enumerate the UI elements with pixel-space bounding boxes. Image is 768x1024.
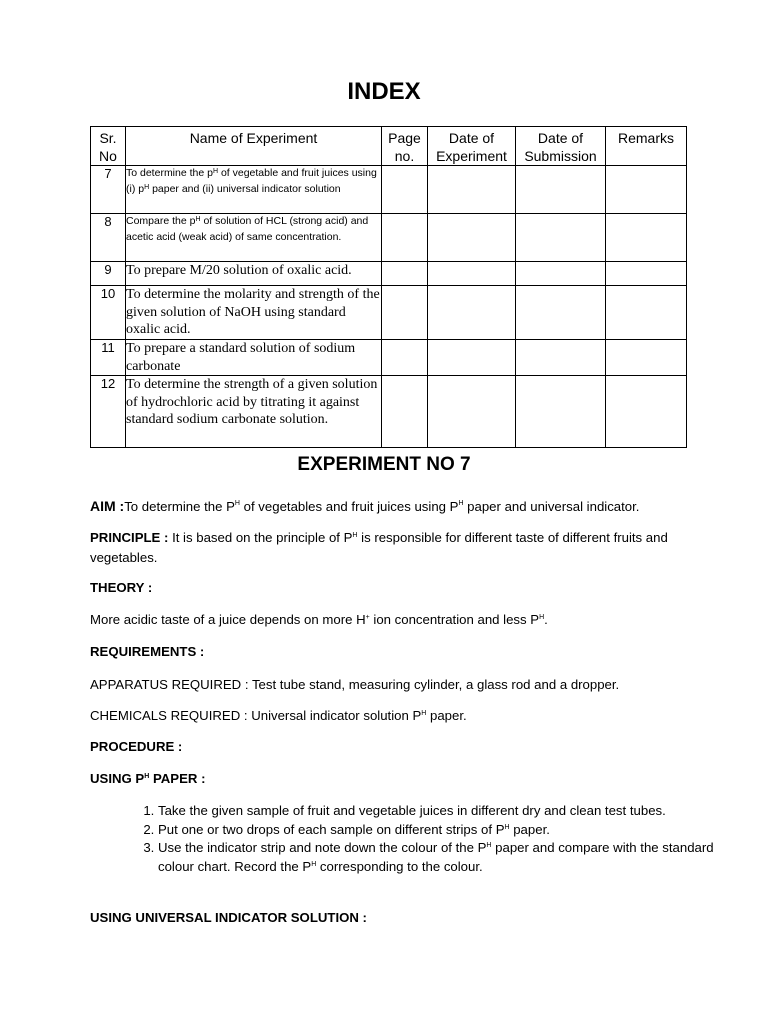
table-row (91, 340, 687, 376)
row-date-submission-cell (516, 340, 606, 376)
table-row (91, 214, 687, 262)
apparatus-text: APPARATUS REQUIRED : Test tube stand, measuring cylinder, a glass rod and a dropper. (90, 677, 620, 692)
row-remarks-cell (606, 166, 687, 214)
table-row (91, 286, 687, 340)
row-sr: 9 (91, 262, 126, 286)
row-page-cell (382, 214, 428, 262)
row-date-experiment-cell (428, 376, 516, 448)
row-name: To determine the $p^H$ of vegetable and fruit juices using (i) $p^H$ paper and (ii) universal indicator solution (126, 166, 382, 214)
list-item: 3. Use the indicator strip and note down the colour of the $P^H$ paper and compare with the standard colour chart. Record the $P^H$ corresponding to the colour. (158, 839, 748, 876)
row-date-submission-cell (516, 262, 606, 286)
principle-label: PRINCIPLE : (90, 530, 169, 545)
row-sr: 7 (91, 166, 126, 214)
table-row (91, 166, 687, 214)
aim-paragraph: AIM :To determine the $P^H$ of vegetables and fruit juices using $P^H$ paper and universal indicator. (90, 498, 640, 514)
header-date-of-experiment: Date of Experiment (428, 127, 516, 166)
row-remarks-cell (606, 340, 687, 376)
row-sr: 11 (91, 340, 126, 376)
procedure-steps-list (90, 802, 748, 876)
row-sr: 10 (91, 286, 126, 340)
index-header-row (91, 127, 687, 166)
row-name: To determine the strength of a given solution of hydrochloric acid by titrating it against standard sodium carbonate solution. (126, 376, 382, 448)
theory-heading: THEORY : (90, 580, 153, 595)
procedure-heading: PROCEDURE : (90, 739, 183, 754)
using-ph-paper-heading: USING $P^H$ PAPER : (90, 771, 206, 786)
experiment-title: EXPERIMENT NO 7 (297, 454, 471, 475)
header-page-no: Page no. (382, 127, 428, 166)
header-date-of-submission: Date of Submission (516, 127, 606, 166)
chemicals-text: CHEMICALS REQUIRED : Universal indicator solution $P^H$ paper. (90, 708, 467, 723)
row-name: To prepare M/20 solution of oxalic acid. (126, 262, 382, 286)
header-remarks: Remarks (606, 127, 687, 166)
row-page-cell (382, 166, 428, 214)
row-page-cell (382, 376, 428, 448)
row-page-cell (382, 262, 428, 286)
row-date-submission-cell (516, 376, 606, 448)
row-sr: 8 (91, 214, 126, 262)
row-date-submission-cell (516, 214, 606, 262)
row-page-cell (382, 286, 428, 340)
table-row (91, 376, 687, 448)
list-item: 2. Put one or two drops of each sample on different strips of $P^H$ paper. (158, 821, 748, 840)
row-name: To prepare a standard solution of sodium carbonate (126, 340, 382, 376)
table-row (91, 262, 687, 286)
row-remarks-cell (606, 286, 687, 340)
list-item: 1. Take the given sample of fruit and vegetable juices in different dry and clean test tubes. (158, 802, 748, 821)
row-name: Compare the $p^H$ of solution of HCL (strong acid) and acetic acid (weak acid) of same concentration. (126, 214, 382, 262)
theory-text: More acidic taste of a juice depends on more H+ ion concentration and less $P^H$. (90, 612, 548, 627)
header-name: Name of Experiment (126, 127, 382, 166)
row-remarks-cell (606, 376, 687, 448)
aim-label: AIM : (90, 498, 125, 514)
row-date-experiment-cell (428, 286, 516, 340)
row-sr: 12 (91, 376, 126, 448)
row-remarks-cell (606, 262, 687, 286)
row-remarks-cell (606, 214, 687, 262)
header-sr-no: Sr. No (91, 127, 126, 166)
requirements-heading: REQUIREMENTS : (90, 644, 205, 659)
row-date-experiment-cell (428, 262, 516, 286)
index-table (90, 126, 687, 448)
row-name: To determine the molarity and strength of the given solution of NaOH using standard oxalic acid. (126, 286, 382, 340)
row-date-submission-cell (516, 286, 606, 340)
row-page-cell (382, 340, 428, 376)
principle-paragraph: PRINCIPLE : It is based on the principle of $P^H$ is responsible for different taste of different fruits and vegetables. (90, 530, 668, 565)
index-title: INDEX (347, 78, 421, 105)
using-universal-indicator-heading: USING UNIVERSAL INDICATOR SOLUTION : (90, 910, 367, 925)
row-date-experiment-cell (428, 166, 516, 214)
row-date-submission-cell (516, 166, 606, 214)
row-date-experiment-cell (428, 214, 516, 262)
row-date-experiment-cell (428, 340, 516, 376)
